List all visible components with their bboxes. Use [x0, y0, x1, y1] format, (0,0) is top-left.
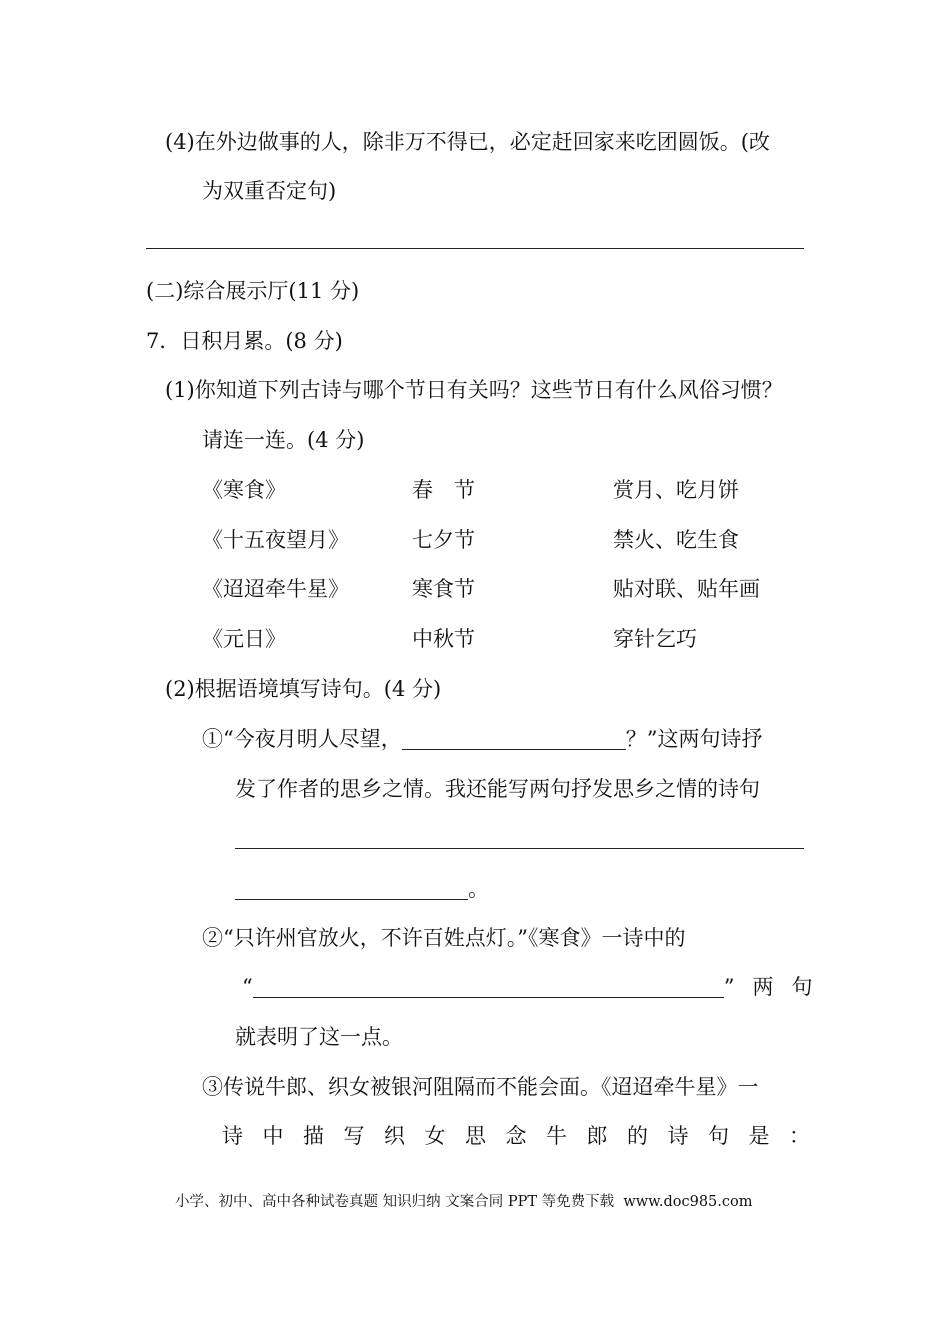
q7-2-item2-line2 — [242, 972, 831, 1002]
item2-open-quote: “ — [242, 975, 253, 999]
page-footer — [175, 1192, 752, 1212]
custom-item: 穿针乞巧 — [613, 627, 697, 651]
q7-heading: 7．日积月累。(8 分) — [146, 329, 343, 353]
item1-blank[interactable] — [402, 727, 626, 750]
q7-2-heading: (2)根据语境填写诗句。(4 分) — [165, 677, 442, 701]
item1-suffix: ？”这两句诗抒 — [625, 727, 763, 751]
item2-blank[interactable] — [253, 975, 724, 998]
q7-2-item2-line1: ②“只许州官放火，不许百姓点灯。”《寒食》一诗中的 — [202, 926, 686, 950]
poem-item: 《迢迢牵牛星》 — [202, 577, 349, 601]
festival-item: 寒食节 — [412, 577, 475, 601]
poem-item: 《元日》 — [202, 627, 286, 651]
item1-answer-blank[interactable] — [235, 877, 468, 900]
footer-text: 小学、初中、高中各种试卷真题 知识归纳 文案合同 PPT 等免费下载 — [175, 1194, 615, 1210]
festival-item: 七夕节 — [412, 528, 475, 552]
q7-2-item1-line4 — [235, 874, 489, 904]
item2-close: ”两句 — [723, 975, 831, 999]
q7-2-item2-line3: 就表明了这一点。 — [235, 1025, 403, 1049]
q6-4-line1: (4)在外边做事的人，除非万不得已，必定赶回家来吃团圆饭。(改 — [165, 130, 770, 154]
q7-2-item3-line2: 诗中描写织女思念牛郎的诗句是： — [222, 1124, 830, 1148]
festival-item: 春 节 — [412, 478, 475, 502]
item1-answer-line[interactable] — [235, 848, 804, 849]
q6-4-line2: 为双重否定句) — [202, 179, 337, 203]
q6-4-answer-line — [146, 248, 804, 249]
footer-url[interactable]: www.doc985.com — [623, 1194, 753, 1210]
poem-item: 《寒食》 — [202, 478, 286, 502]
festival-item: 中秋节 — [412, 627, 475, 651]
custom-item: 贴对联、贴年画 — [613, 577, 760, 601]
q7-2-item1-line2: 发了作者的思乡之情。我还能写两句抒发思乡之情的诗句 — [235, 777, 760, 801]
q7-2-item3-line1: ③传说牛郎、织女被银河阻隔而不能会面。《迢迢牵牛星》一 — [202, 1075, 759, 1099]
custom-item: 赏月、吃月饼 — [613, 478, 739, 502]
custom-item: 禁火、吃生食 — [613, 528, 739, 552]
q7-2-item1-line1 — [202, 724, 763, 754]
q7-1-line2: 请连一连。(4 分) — [202, 428, 365, 452]
section2-heading: (二)综合展示厅(11 分) — [146, 279, 360, 303]
q7-1-line1: (1)你知道下列古诗与哪个节日有关吗？这些节日有什么风俗习惯？ — [165, 378, 783, 402]
item1-prefix: ①“今夜月明人尽望， — [202, 727, 402, 751]
poem-item: 《十五夜望月》 — [202, 528, 349, 552]
item1-end: 。 — [468, 877, 489, 901]
